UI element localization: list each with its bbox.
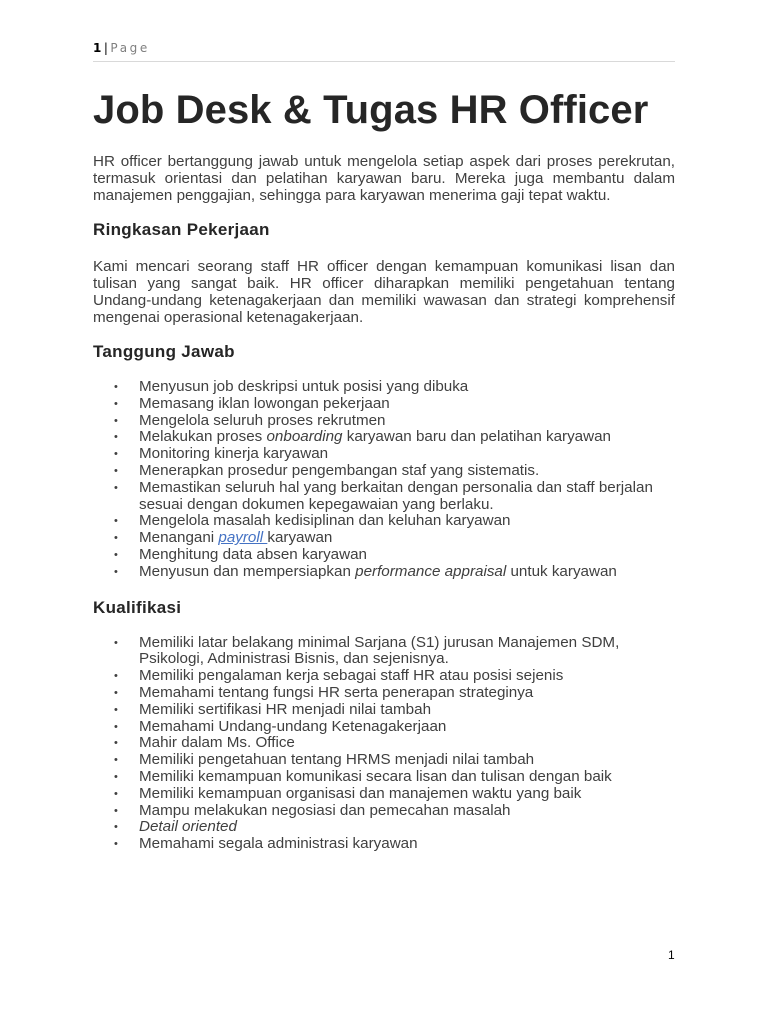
responsibilities-heading: Tanggung Jawab <box>93 342 235 361</box>
bullet-icon: • <box>114 737 118 750</box>
list-item-text: Memasang iklan lowongan pekerjaan <box>139 394 390 412</box>
document-title: Job Desk & Tugas HR Officer <box>93 88 649 132</box>
list-item <box>93 635 675 669</box>
list-item <box>93 530 675 547</box>
list-item-text: Memiliki sertifikasi HR menjadi nilai tambah <box>139 700 432 718</box>
bullet-icon: • <box>114 565 118 578</box>
intro-paragraph: HR officer bertanggung jawab untuk mengelola setiap aspek dari proses perekrutan, termasuk orientasi dan pelatihan karyawan baru. Mereka juga membantu dalam manajemen penggajian, sehingga para karyawan menerima gaji tepat waktu. <box>93 153 675 204</box>
responsibilities-list <box>93 379 675 581</box>
list-item-text: Memiliki pengalaman kerja sebagai staff HR atau posisi sejenis <box>139 667 564 685</box>
summary-paragraph: Kami mencari seorang staff HR officer dengan kemampuan komunikasi lisan dan tulisan yang sangat baik. HR officer diharapkan memiliki pengetahuan tentang Undang-undang ketenagakerjaan dan memiliki wawasan dan strategi komprehensif mengenai operasional ketenagakerjaan. <box>93 258 675 326</box>
list-item-text: Melakukan proses <box>139 428 267 446</box>
list-item-text: Memahami segala administrasi karyawan <box>139 835 418 853</box>
bullet-icon: • <box>114 397 118 410</box>
list-item <box>93 836 675 853</box>
list-item <box>93 446 675 463</box>
list-item-text-rest: karyawan baru dan pelatihan karyawan <box>342 428 611 446</box>
bullet-icon: • <box>114 670 118 683</box>
list-item <box>93 769 675 786</box>
header-separator: | <box>103 41 109 55</box>
summary-heading: Ringkasan Pekerjaan <box>93 220 270 239</box>
list-item <box>93 429 675 446</box>
list-item <box>93 685 675 702</box>
qualifications-heading: Kualifikasi <box>93 597 182 617</box>
list-item-text: Memiliki latar belakang minimal Sarjana (S1) jurusan Manajemen SDM, Psikologi, Administrasi Bisnis, dan sejenisnya. <box>139 633 620 668</box>
list-item <box>93 413 675 430</box>
bullet-icon: • <box>114 770 118 783</box>
list-item <box>93 719 675 736</box>
list-item-text: Mengelola seluruh proses rekrutmen <box>139 411 386 429</box>
list-item-text: Mengelola masalah kedisiplinan dan keluhan karyawan <box>139 512 511 530</box>
list-item <box>93 803 675 820</box>
list-item-text: Detail oriented <box>139 818 237 836</box>
footer-page-number: 1 <box>668 948 675 962</box>
list-item-text: Menerapkan prosedur pengembangan staf yang sistematis. <box>139 461 540 479</box>
list-item-text: Menghitung data absen karyawan <box>139 545 367 563</box>
list-item <box>93 547 675 564</box>
list-item-text: Memiliki kemampuan organisasi dan manajemen waktu yang baik <box>139 784 582 802</box>
bullet-icon: • <box>114 481 118 494</box>
bullet-icon: • <box>114 787 118 800</box>
payroll-link[interactable]: payroll <box>218 529 268 547</box>
list-item-text: Memiliki kemampuan komunikasi secara lisan dan tulisan dengan baik <box>139 767 612 785</box>
list-item <box>93 379 675 396</box>
header-page-number: 1 <box>93 41 102 55</box>
list-item-text: Monitoring kinerja karyawan <box>139 445 329 463</box>
bullet-icon: • <box>114 804 118 817</box>
list-item <box>93 396 675 413</box>
document-body <box>93 153 675 853</box>
bullet-icon: • <box>114 821 118 834</box>
list-item-text-rest: untuk karyawan <box>506 562 617 580</box>
bullet-icon: • <box>114 838 118 851</box>
header-page-label: Page <box>110 41 150 55</box>
bullet-icon: • <box>114 431 118 444</box>
list-item <box>93 752 675 769</box>
list-item-text: Mahir dalam Ms. Office <box>139 734 295 752</box>
bullet-icon: • <box>114 414 118 427</box>
bullet-icon: • <box>114 448 118 461</box>
bullet-icon: • <box>114 703 118 716</box>
bullet-icon: • <box>114 515 118 528</box>
list-item-text: Memastikan seluruh hal yang berkaitan dengan personalia dan staff berjalan sesuai dengan dokumen kepegawaian yang berlaku. <box>139 478 653 513</box>
bullet-icon: • <box>114 636 118 649</box>
list-item <box>93 702 675 719</box>
list-item <box>93 480 675 514</box>
list-item <box>93 819 675 836</box>
list-item <box>93 513 675 530</box>
list-item <box>93 668 675 685</box>
list-item <box>93 463 675 480</box>
list-item <box>93 564 675 581</box>
list-item-text: Menyusun dan mempersiapkan <box>139 562 356 580</box>
list-item-text: Mampu melakukan negosiasi dan pemecahan masalah <box>139 801 511 819</box>
bullet-icon: • <box>114 548 118 561</box>
list-item-text: Memiliki pengetahuan tentang HRMS menjadi nilai tambah <box>139 751 535 769</box>
list-item <box>93 786 675 803</box>
list-item-text: Menyusun job deskripsi untuk posisi yang dibuka <box>139 378 469 395</box>
list-item-text: Memahami tentang fungsi HR serta penerapan strateginya <box>139 683 534 701</box>
list-item <box>93 735 675 752</box>
list-item-italic: onboarding <box>266 428 343 446</box>
page-header <box>93 41 675 62</box>
list-item-text: Memahami Undang-undang Ketenagakerjaan <box>139 717 447 735</box>
bullet-icon: • <box>114 720 118 733</box>
bullet-icon: • <box>114 686 118 699</box>
list-item-italic: performance appraisal <box>355 562 507 580</box>
qualifications-list <box>93 635 675 853</box>
bullet-icon: • <box>114 754 118 767</box>
bullet-icon: • <box>114 532 118 545</box>
bullet-icon: • <box>114 464 118 477</box>
list-item-text: Menangani <box>139 529 219 547</box>
list-item-text-rest: karyawan <box>267 529 333 547</box>
bullet-icon: • <box>114 381 118 393</box>
